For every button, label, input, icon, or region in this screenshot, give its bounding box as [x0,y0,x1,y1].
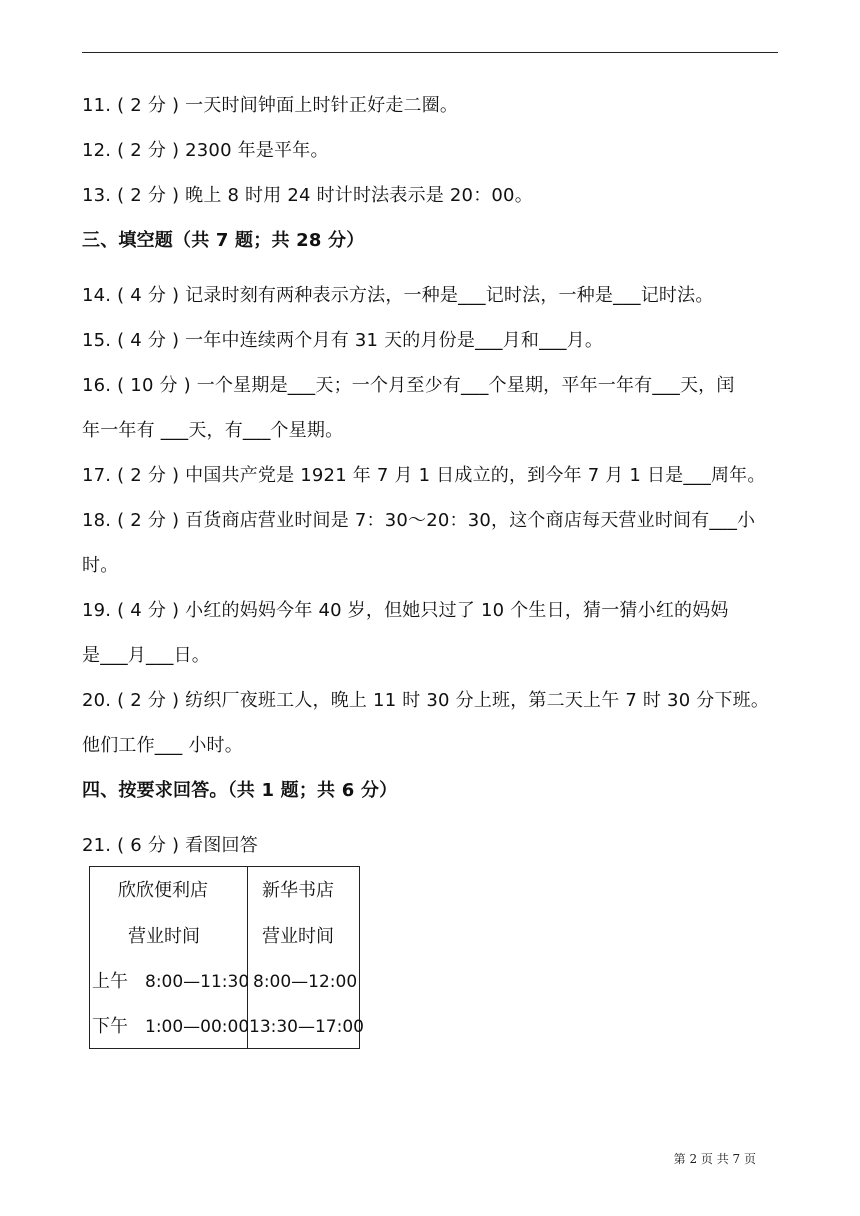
question-21: 21. ( 6 分 ) 看图回答 [82,835,258,856]
pm-time-right: 13:30—17:00 [249,1017,364,1037]
question-20-continued: 他们工作___ 小时。 [82,735,243,756]
am-label: 上午 [92,971,128,992]
question-15: 15. ( 4 分 ) 一年中连续两个月有 31 天的月份是___月和___月。 [82,330,604,351]
question-19: 19. ( 4 分 ) 小红的妈妈今年 40 岁，但她只过了 10 个生日，猜一猜小红的妈妈 [82,600,729,621]
store-name-left: 欣欣便利店 [118,880,208,901]
question-17: 17. ( 2 分 ) 中国共产党是 1921 年 7 月 1 日成立的，到今年 7 月 1 日是___周年。 [82,465,766,486]
question-13: 13. ( 2 分 ) 晚上 8 时用 24 时计时法表示是 20：00。 [82,185,533,206]
am-time-right: 8:00—12:00 [253,972,358,992]
question-11: 11. ( 2 分 ) 一天时间钟面上时针正好走二圈。 [82,95,459,116]
question-14: 14. ( 4 分 ) 记录时刻有两种表示方法，一种是___记时法，一种是___记时法。 [82,285,714,306]
pm-time-left: 1:00—00:00 [145,1017,250,1037]
question-20: 20. ( 2 分 ) 纺织厂夜班工人，晚上 11 时 30 分上班，第二天上午 7 时 30 分下班。 [82,690,770,711]
store-name-right: 新华书店 [262,880,334,901]
question-16-continued: 年一年有 ___天，有___个星期。 [82,420,344,441]
question-18-continued: 时。 [82,555,119,576]
question-16: 16. ( 10 分 ) 一个星期是___天；一个月至少有___个星期，平年一年有___天，闰 [82,375,735,396]
header-rule [82,52,778,53]
page-number: 第 2 页 共 7 页 [673,1152,756,1166]
pm-label: 下午 [92,1016,128,1037]
hours-label-left: 营业时间 [128,926,200,947]
hours-label-right: 营业时间 [262,926,334,947]
business-hours-table [89,866,364,1049]
am-time-left: 8:00—11:30 [145,972,250,992]
question-18: 18. ( 2 分 ) 百货商店营业时间是 7：30～20：30，这个商店每天营业时间有___小 [82,510,756,531]
section-3-heading: 三、填空题（共 7 题；共 28 分） [82,230,365,251]
question-12: 12. ( 2 分 ) 2300 年是平年。 [82,140,329,161]
question-19-continued: 是___月___日。 [82,645,210,666]
section-4-heading: 四、按要求回答。（共 1 题；共 6 分） [82,780,398,801]
